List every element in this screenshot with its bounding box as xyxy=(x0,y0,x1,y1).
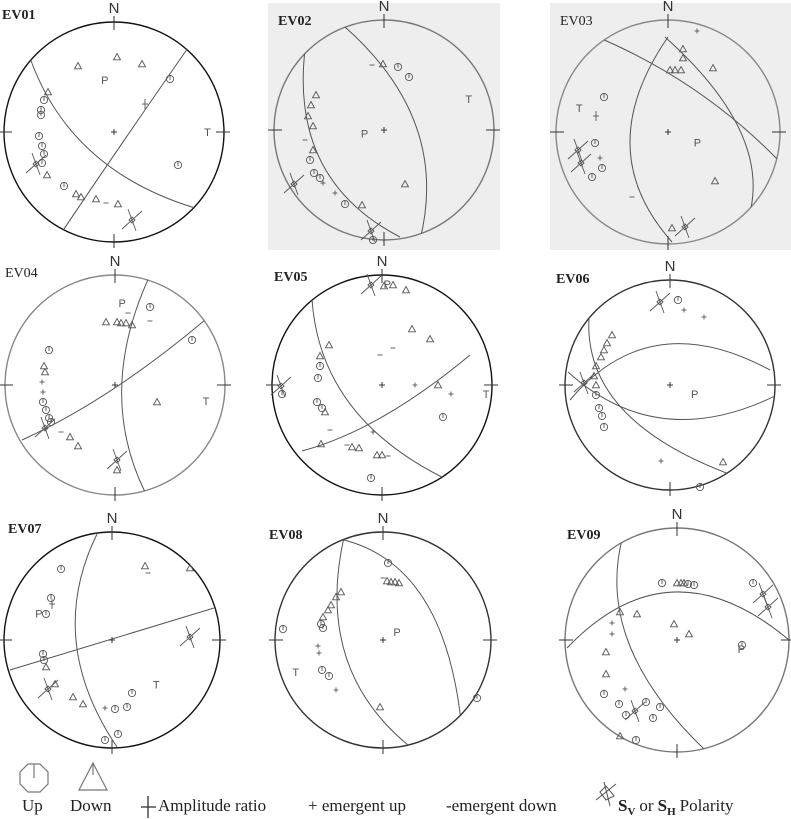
axis-p: P xyxy=(101,75,109,88)
panel-label: EV09 xyxy=(567,528,601,543)
north-label: N xyxy=(671,506,683,523)
legend-polarity-suffix: Polarity xyxy=(679,796,734,815)
north-label: N xyxy=(664,258,676,275)
north-label: N xyxy=(109,253,121,270)
axis-p: P xyxy=(118,297,126,310)
stereonet-ev03 xyxy=(550,0,791,250)
legend-polarity-sh-sub: H xyxy=(667,806,676,818)
axis-p: P xyxy=(690,388,699,401)
stereonet-ev06 xyxy=(550,255,791,510)
legend-up-label: Up xyxy=(22,796,43,815)
panel-background xyxy=(0,510,260,755)
axis-p: P xyxy=(737,644,745,657)
north-label: N xyxy=(378,0,390,15)
panel-background xyxy=(268,3,500,250)
stereonet-ev07 xyxy=(0,510,260,755)
panel-background xyxy=(265,255,530,510)
legend-polarity-sh: S xyxy=(657,796,668,815)
axis-p: P xyxy=(35,608,43,621)
north-label: N xyxy=(106,510,118,527)
north-label: N xyxy=(377,510,389,527)
north-label: N xyxy=(108,0,120,17)
panel-label: EV08 xyxy=(269,528,303,543)
axis-t: T xyxy=(465,94,473,107)
panel-label: EV02 xyxy=(278,14,312,29)
panel-background xyxy=(550,3,791,250)
north-label: N xyxy=(376,253,388,270)
legend-up-icon xyxy=(20,764,48,792)
legend-polarity-sv-sub: V xyxy=(627,806,636,818)
stereonet-ev08 xyxy=(265,510,530,760)
panel-background xyxy=(0,255,260,510)
axis-t: T xyxy=(575,103,583,116)
panel-label: EV05 xyxy=(274,270,308,285)
stereonet-ev05 xyxy=(265,253,530,510)
axis-t: T xyxy=(482,389,490,402)
legend-emergent-up-label: + emergent up xyxy=(308,796,407,815)
panel-label: EV04 xyxy=(5,266,38,281)
legend-amplitude-icon xyxy=(141,796,156,818)
axis-t: T xyxy=(202,396,210,409)
axis-p: P xyxy=(693,137,702,150)
axis-p: P xyxy=(383,278,391,291)
axis-p: P xyxy=(393,626,401,639)
legend-polarity-or: or xyxy=(639,796,654,815)
panel-label: EV03 xyxy=(560,14,593,29)
legend xyxy=(20,763,734,818)
stereonet-ev04 xyxy=(0,253,260,510)
panel-label: EV06 xyxy=(556,272,590,287)
legend-emergent-down-label: -emergent down xyxy=(446,796,557,815)
stereonet-ev01 xyxy=(0,0,230,255)
stereonet-ev02 xyxy=(268,0,500,250)
panel-label: EV07 xyxy=(8,522,42,537)
panel-label: EV01 xyxy=(2,8,36,23)
panel-background xyxy=(0,0,228,255)
legend-polarity-sv: S xyxy=(618,796,628,815)
panel-background xyxy=(550,510,791,755)
legend-polarity-text xyxy=(618,796,734,818)
legend-down-icon xyxy=(79,763,107,790)
legend-s-polarity-icon xyxy=(596,782,616,806)
legend-down-label: Down xyxy=(70,796,112,815)
axis-p: P xyxy=(360,128,369,141)
axis-t: T xyxy=(292,666,300,679)
north-label: N xyxy=(662,0,674,15)
axis-t: T xyxy=(152,679,160,692)
legend-amplitude-label: Amplitude ratio xyxy=(158,796,267,815)
axis-t: T xyxy=(204,127,211,139)
stereonet-ev09 xyxy=(550,506,791,758)
